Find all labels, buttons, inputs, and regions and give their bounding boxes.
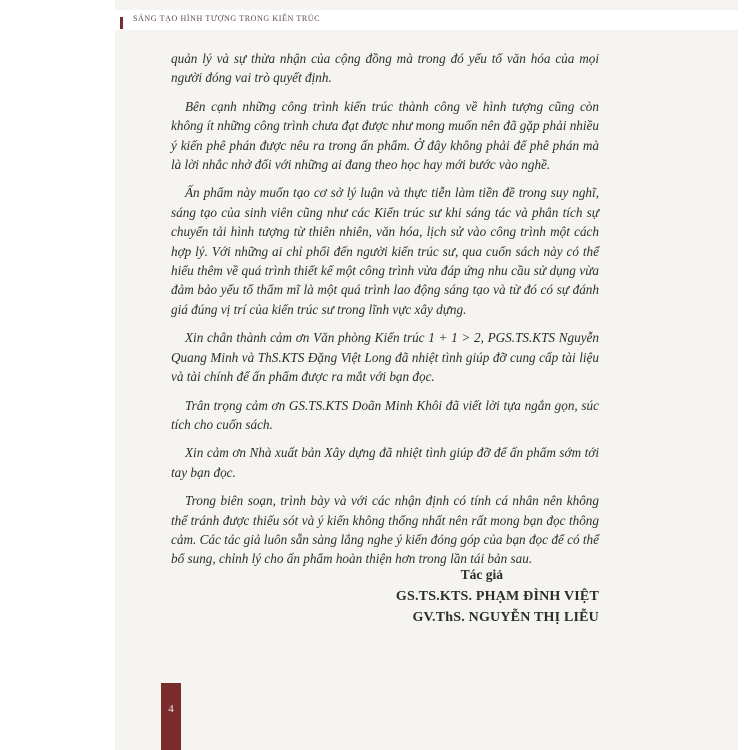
body-text <box>171 49 599 578</box>
page-number-tab <box>161 683 181 750</box>
page-number: 4 <box>168 703 174 715</box>
paragraph: quản lý và sự thừa nhận của cộng đồng mà trong đó yếu tố văn hóa của mọi người đóng vai trò quyết định. <box>171 51 599 86</box>
header-accent-rule <box>120 17 123 29</box>
paragraph: Xin chân thành cảm ơn Văn phòng Kiến trúc 1 + 1 > 2, PGS.TS.KTS Nguyễn Quang Minh và ThS.KTS Đặng Việt Long đã nhiệt tình giúp đỡ cung cấp tài liệu và tài chính để ấn phẩm được ra mắt với bạn đọc. <box>171 330 599 385</box>
paragraph: Trong biên soạn, trình bày và với các nhận định có tính cá nhân nên không thể tránh được thiếu sót và ý kiến không thống nhất nên rất mong bạn đọc thông cảm. Các tác giả luôn sẵn sàng lắng nghe ý kiến đóng góp của bạn đọc để có thể bổ sung, chỉnh lý cho ấn phẩm hoàn thiện hơn trong lần tái bản sau. <box>171 493 599 567</box>
paragraph: Ấn phẩm này muốn tạo cơ sở lý luận và thực tiễn làm tiền đề trong suy nghĩ, sáng tạo của sinh viên cũng như các Kiến trúc sư khi sáng tác và phân tích sự chuyển tải hình tượng từ thiên nhiên, văn hóa, lịch sử vào công trình một cách hợp lý. Với những ai chỉ phối đến người kiến trúc sư, qua cuốn sách này có thể hiểu thêm về quá trình thiết kế một công trình vừa đáp ứng nhu cầu sử dụng vừa đảm bảo yếu tố thẩm mĩ là một quá trình lao động sáng tạo và từ đó có sự đánh giá đúng vị trí của kiến trúc sư trong lĩnh vực xây dựng. <box>171 185 599 317</box>
running-title: SÁNG TẠO HÌNH TƯỢNG TRONG KIẾN TRÚC <box>133 14 321 23</box>
author-name: GV.ThS. NGUYỄN THỊ LIỄU <box>412 610 599 625</box>
author-name: GS.TS.KTS. PHẠM ĐÌNH VIỆT <box>395 589 599 604</box>
author-signature <box>171 564 599 628</box>
paragraph: Trân trọng cảm ơn GS.TS.KTS Doãn Minh Khôi đã viết lời tựa ngắn gọn, súc tích cho cuốn sách. <box>171 397 599 432</box>
paragraph: Xin cảm ơn Nhà xuất bản Xây dựng đã nhiệt tình giúp đỡ để ấn phẩm sớm tới tay bạn đọc. <box>171 445 599 480</box>
paragraph: Bên cạnh những công trình kiến trúc thành công về hình tượng cũng còn không ít những công trình chưa đạt được như mong muốn nên đã gặp phải nhiều ý kiến phê phán được nêu ra trong ấn phẩm. Ở đây không phải để phê phán mà là lời nhắc nhở đối với những ai đang theo học hay mới bước vào nghề. <box>171 98 599 173</box>
signature-role: Tác giả <box>460 567 503 582</box>
left-scan-margin <box>0 0 115 750</box>
right-scan-margin <box>738 0 750 750</box>
